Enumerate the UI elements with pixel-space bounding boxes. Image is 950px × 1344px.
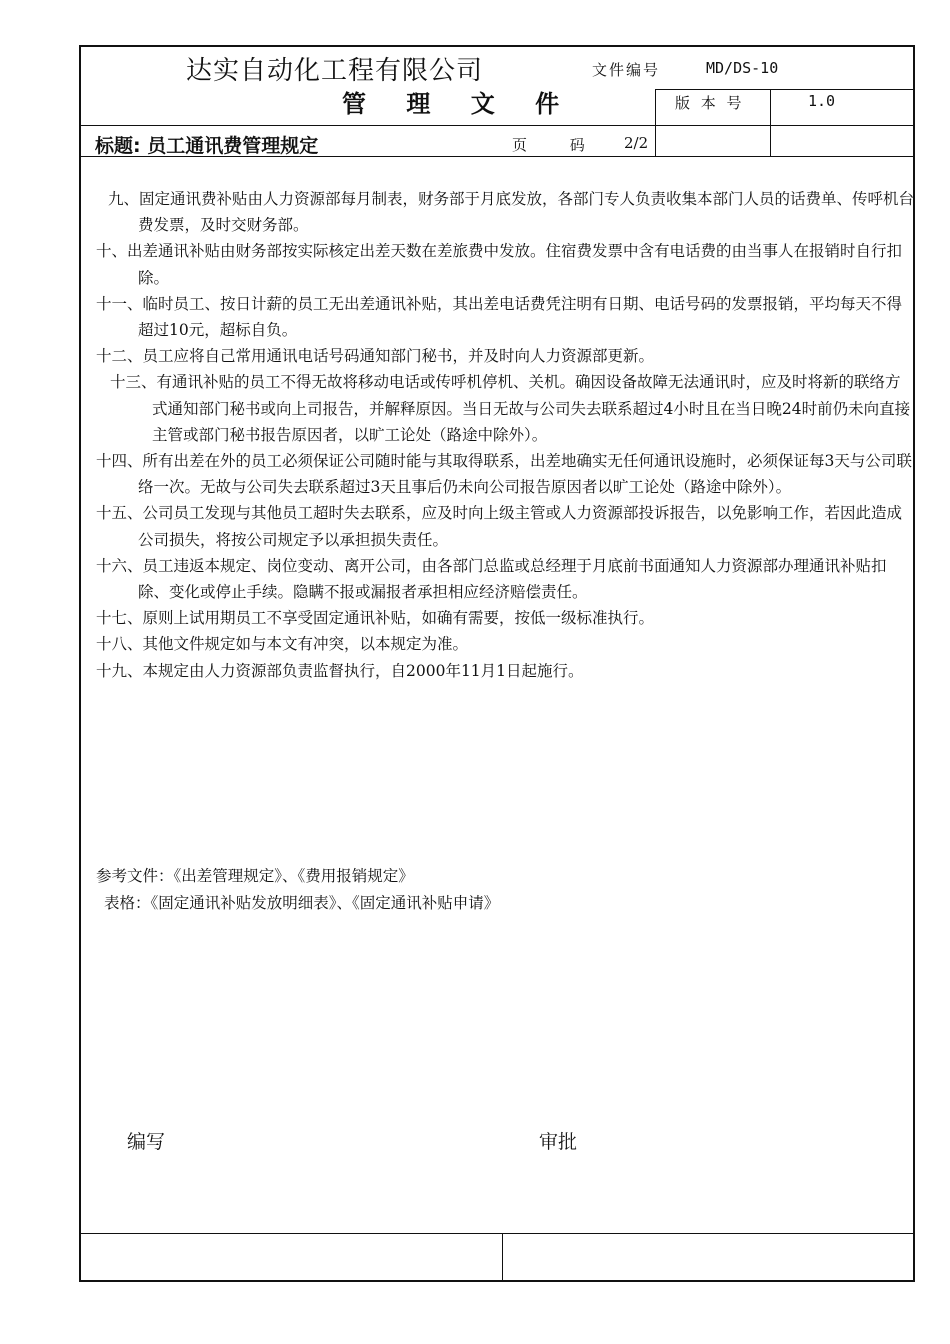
clause-13: 十三、有通讯补贴的员工不得无故将移动电话或传呼机停机、关机。确因设备故障无法通讯时，应及时将新的联络方式通知部门秘书或向上司报告，并解释原因。当日无故与公司失去联系超过4小时且在当日晚24时前仍未向直接主管或部门秘书报告原因者，以旷工论处（路途中除外）。	[110, 373, 911, 444]
clause-19: 十九、本规定由人力资源部负责监督执行，自2000年11月1日起施行。	[96, 661, 584, 680]
clause-14: 十四、所有出差在外的员工必须保证公司随时能与其取得联系，出差地确实无任何通讯设施时，必须保证每3天与公司联络一次。无故与公司失去联系超过3天且事后仍未向公司报告原因者以旷工论处（路途中除外）。	[96, 452, 912, 497]
reference-documents: 参考文件：《出差管理规定》、《费用报销规定》	[96, 867, 414, 885]
meta-column-left	[655, 89, 656, 156]
file-number-label: 文件编号	[592, 61, 661, 79]
author-label: 编写	[127, 1131, 166, 1153]
clause-15: 十五、公司员工发现与其他员工超时失去联系，应及时向上级主管或人力资源部投诉报告，以免影响工作，若因此造成公司损失，将按公司规定予以承担损失责任。	[96, 504, 903, 549]
clause-12: 十二、员工应将自己常用通讯电话号码通知部门秘书，并及时向人力资源部更新。	[96, 347, 655, 366]
clause-10: 十、出差通讯补贴由财务部按实际核定出差天数在差旅费中发放。住宿费发票中含有电话费的由当事人在报销时自行扣除。	[96, 242, 903, 287]
page-number: 2/2	[624, 134, 649, 152]
footer-column	[502, 1233, 503, 1281]
meta-divider	[655, 89, 914, 90]
document-title: 标题: 员工通讯费管理规定	[95, 135, 319, 157]
clause-list	[96, 186, 914, 684]
version-number: 1.0	[808, 92, 836, 110]
reference-forms: 表格：《固定通讯补贴发放明细表》、《固定通讯补贴申请》	[104, 894, 500, 912]
meta-column-mid	[770, 89, 771, 156]
footer-divider	[80, 1233, 914, 1234]
clause-18: 十八、其他文件规定如与本文有冲突，以本规定为准。	[96, 635, 469, 654]
document-type: 管 理 文 件	[342, 90, 576, 118]
version-label: 版 本 号	[675, 94, 745, 112]
clause-16: 十六、员工违返本规定、岗位变动、离开公司，由各部门总监或总经理于月底前书面通知人力资源部办理通讯补贴扣除、变化或停止手续。隐瞒不报或漏报者承担相应经济赔偿责任。	[96, 556, 887, 602]
header-divider	[80, 125, 914, 126]
clause-11: 十一、临时员工、按日计薪的员工无出差通讯补贴，其出差电话费凭注明有日期、电话号码的发票报销，平均每天不得超过10元，超标自负。	[96, 294, 903, 340]
clause-17: 十七、原则上试用期员工不享受固定通讯补贴，如确有需要，按低一级标准执行。	[96, 609, 655, 628]
approver-label: 审批	[539, 1131, 578, 1153]
clause-9: 九、固定通讯费补贴由人力资源部每月制表，财务部于月底发放，各部门专人负责收集本部门人员的话费单、传呼机台费发票，及时交财务部。	[108, 190, 915, 235]
company-name: 达实自动化工程有限公司	[186, 56, 484, 86]
file-number: MD/DS-10	[706, 59, 779, 77]
page-label: 页 码	[512, 136, 585, 154]
